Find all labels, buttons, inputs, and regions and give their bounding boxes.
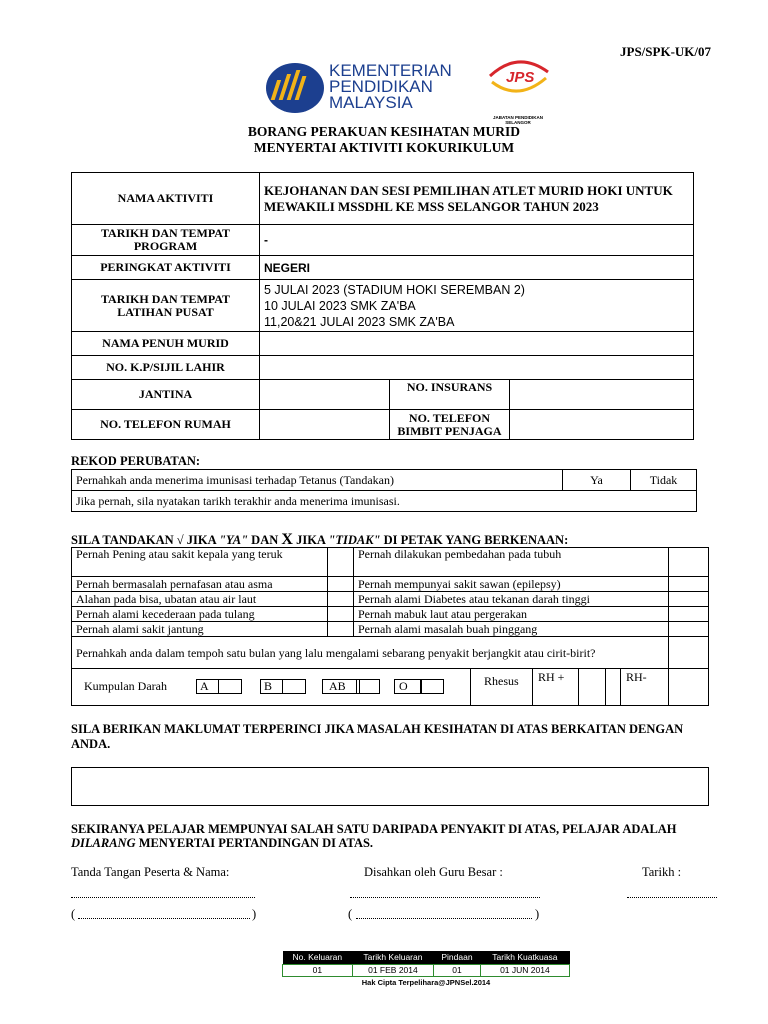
nama-murid-label: NAMA PENUH MURID <box>72 332 260 356</box>
rh-plus-label: RH + <box>538 670 565 684</box>
rh-minus-label: RH- <box>626 670 647 684</box>
imunisasi-date-question[interactable]: Jika pernah, sila nyatakan tarikh terakhir anda menerima imunisasi. <box>72 491 697 512</box>
revision-header-tarikh: Tarikh Keluaran <box>363 952 423 963</box>
q-pembedahan: Pernah dilakukan pembedahan pada tubuh <box>354 548 669 577</box>
rh-divider-1 <box>532 669 533 705</box>
form-title <box>0 124 768 156</box>
signature-tarikh-line[interactable] <box>627 897 717 898</box>
instruction-tidak: "TIDAK" <box>328 533 381 547</box>
insurans-field[interactable] <box>510 380 694 410</box>
blood-ab-checkbox[interactable] <box>356 679 380 694</box>
latihan-line2: 10 JULAI 2023 SMK ZA'BA <box>264 298 416 313</box>
instruction-part4: DI PETAK YANG BERKENAAN: <box>380 533 569 547</box>
q-mabuk-checkbox[interactable] <box>669 607 709 622</box>
rh-minus-checkbox[interactable] <box>668 669 669 705</box>
latihan-value[interactable] <box>260 280 694 332</box>
blood-divider <box>470 669 471 705</box>
guru-name-close-paren: ) <box>535 907 540 921</box>
guru-name-line[interactable] <box>356 918 532 919</box>
telefon-rumah-field[interactable] <box>260 410 390 440</box>
revision-header-kuatkuasa: Tarikh Kuatkuasa <box>492 952 558 963</box>
kumpulan-darah-label: Kumpulan Darah <box>84 679 167 693</box>
rekod-table <box>71 469 697 512</box>
jps-abbr: JPS <box>506 69 535 86</box>
blood-group-row <box>72 669 709 706</box>
details-textbox[interactable] <box>71 767 709 806</box>
nokp-label: NO. K.P/SIJIL LAHIR <box>72 356 260 380</box>
tarikh-program-value[interactable]: - <box>260 225 694 256</box>
q-sawan: Pernah mempunyai sakit sawan (epilepsy) <box>354 577 669 592</box>
guru-name-open-paren: ( <box>348 907 353 921</box>
q-penyakit-berjangkit-checkbox[interactable] <box>669 637 709 669</box>
q-alahan: Alahan pada bisa, ubatan atau air laut <box>72 592 328 607</box>
details-heading: SILA BERIKAN MAKLUMAT TERPERINCI JIKA MASALAH KESIHATAN DI ATAS BERKAITAN DENGAN ANDA. <box>71 722 684 751</box>
copyright-text: Hak Cipta Terpelihara@JPNSel.2014 <box>361 978 491 987</box>
q-pernafasan-checkbox[interactable] <box>328 577 354 592</box>
signature-tarikh-label: Tarikh : <box>642 865 682 879</box>
title-line2: MENYERTAI AKTIVITI KOKURIKULUM <box>253 140 515 155</box>
latihan-line1: 5 JULAI 2023 (STADIUM HOKI SEREMBAN 2) <box>264 282 525 297</box>
q-tulang-checkbox[interactable] <box>328 607 354 622</box>
q-buah-pinggang: Pernah alami masalah buah pinggang <box>354 622 669 637</box>
peserta-name-close-paren: ) <box>252 907 257 921</box>
health-checklist-table <box>71 547 709 706</box>
warning-text <box>71 822 731 850</box>
blood-o-checkbox[interactable] <box>420 679 444 694</box>
imunisasi-tidak-option[interactable]: Tidak <box>631 470 697 491</box>
info-table <box>71 172 694 440</box>
tarikh-program-label: TARIKH DAN TEMPAT PROGRAM <box>72 225 260 256</box>
q-pembedahan-checkbox[interactable] <box>669 548 709 577</box>
nama-aktiviti-label: NAMA AKTIVITI <box>72 173 260 225</box>
revision-header-no: No. Keluaran <box>292 952 343 963</box>
revision-kuatkuasa-value: 01 JUN 2014 <box>480 964 569 976</box>
title-line1: BORANG PERAKUAN KESIHATAN MURID <box>247 124 521 139</box>
q-diabetes: Pernah alami Diabetes atau tekanan darah tinggi <box>354 592 669 607</box>
nama-aktiviti-value: KEJOHANAN DAN SESI PEMILIHAN ATLET MURID HOKI UNTUK MEWAKILI MSSDHL KE MSS SELANGOR TAHUN 2023 <box>260 173 694 225</box>
instruction-ya: "YA" <box>219 533 249 547</box>
instruction-part3: JIKA <box>292 533 329 547</box>
rhesus-label: Rhesus <box>484 674 519 688</box>
imunisasi-ya-option[interactable]: Ya <box>563 470 631 491</box>
peserta-name-open-paren: ( <box>71 907 76 921</box>
latihan-line3: 11,20&21 JULAI 2023 SMK ZA'BA <box>264 314 455 329</box>
nokp-field[interactable] <box>260 356 694 380</box>
kpm-emblem-icon <box>265 62 325 114</box>
nama-murid-field[interactable] <box>260 332 694 356</box>
jps-emblem-icon <box>482 54 554 98</box>
warning-dilarang: DILARANG <box>71 836 136 850</box>
blood-ab-label: AB <box>322 679 360 694</box>
blood-o-label: O <box>394 679 422 694</box>
telefon-bimbit-field[interactable] <box>510 410 694 440</box>
insurans-label: NO. INSURANS <box>390 380 510 410</box>
jps-logo <box>482 54 554 125</box>
peserta-name-line[interactable] <box>78 918 250 919</box>
signature-peserta-line[interactable] <box>71 897 255 898</box>
signature-guru-line[interactable] <box>350 897 540 898</box>
q-pernafasan: Pernah bermasalah pernafasan atau asma <box>72 577 328 592</box>
jantina-field[interactable] <box>260 380 390 410</box>
warning-line2-rest: MENYERTAI PERTANDINGAN DI ATAS. <box>135 836 374 850</box>
kpm-line2: PENDIDIKAN <box>329 77 433 96</box>
q-tulang: Pernah alami kecederaan pada tulang <box>72 607 328 622</box>
revision-no-value: 01 <box>283 964 353 976</box>
q-pening-checkbox[interactable] <box>328 548 354 577</box>
signature-guru-label: Disahkan oleh Guru Besar : <box>364 865 503 879</box>
blood-b-label: B <box>260 679 283 694</box>
kpm-wordmark <box>329 63 452 111</box>
warning-line1: SEKIRANYA PELAJAR MEMPUNYAI SALAH SATU DARIPADA PENYAKIT DI ATAS, PELAJAR ADALAH <box>71 822 677 836</box>
revision-header-pindaan: Pindaan <box>441 952 473 963</box>
instruction-x: X <box>281 531 293 548</box>
jps-caption: JABATAN PENDIDIKAN SELANGOR <box>492 115 544 125</box>
revision-table <box>282 951 570 977</box>
instruction-part2: DAN <box>248 533 282 547</box>
rh-plus-checkbox[interactable] <box>578 669 606 705</box>
q-penyakit-berjangkit: Pernahkah anda dalam tempoh satu bulan yang lalu mengalami sebarang penyakit berjangkit atau cirit-birit? <box>72 637 669 669</box>
document-code: JPS/SPK-UK/07 <box>620 44 712 59</box>
q-diabetes-checkbox[interactable] <box>669 592 709 607</box>
revision-tarikh-value: 01 FEB 2014 <box>352 964 434 976</box>
rekod-heading: REKOD PERUBATAN: <box>71 454 201 468</box>
q-alahan-checkbox[interactable] <box>328 592 354 607</box>
revision-pindaan-value: 01 <box>434 964 481 976</box>
blood-a-label: A <box>196 679 219 694</box>
q-buah-pinggang-checkbox[interactable] <box>669 622 709 637</box>
blood-a-checkbox[interactable] <box>218 679 242 694</box>
telefon-rumah-label: NO. TELEFON RUMAH <box>72 410 260 440</box>
imunisasi-question: Pernahkah anda menerima imunisasi terhadap Tetanus (Tandakan) <box>72 470 563 491</box>
jantina-label: JANTINA <box>72 380 260 410</box>
rh-divider-2 <box>620 669 621 705</box>
instruction-part1: SILA TANDAKAN √ JIKA <box>71 533 220 547</box>
peringkat-value[interactable]: NEGERI <box>260 256 694 280</box>
kpm-line3: MALAYSIA <box>329 93 413 112</box>
blood-b-checkbox[interactable] <box>282 679 306 694</box>
q-jantung-checkbox[interactable] <box>328 622 354 637</box>
telefon-bimbit-label: NO. TELEFON BIMBIT PENJAGA <box>390 410 510 440</box>
latihan-label: TARIKH DAN TEMPAT LATIHAN PUSAT <box>72 280 260 332</box>
kpm-line1: KEMENTERIAN <box>329 61 452 80</box>
q-pening: Pernah Pening atau sakit kepala yang teruk <box>72 548 328 577</box>
q-sawan-checkbox[interactable] <box>669 577 709 592</box>
signature-peserta-label: Tanda Tangan Peserta & Nama: <box>71 865 230 879</box>
peringkat-label: PERINGKAT AKTIVITI <box>72 256 260 280</box>
q-jantung: Pernah alami sakit jantung <box>72 622 328 637</box>
q-mabuk: Pernah mabuk laut atau pergerakan <box>354 607 669 622</box>
